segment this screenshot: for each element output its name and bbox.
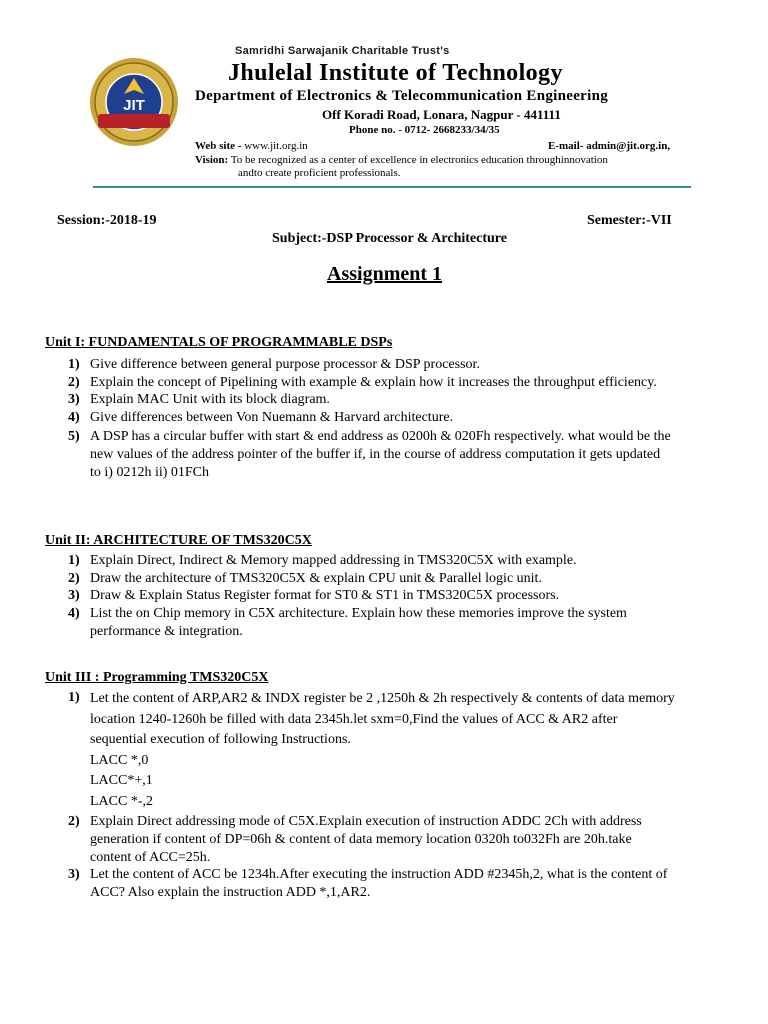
institute-logo <box>88 56 180 148</box>
question-text: sequential execution of following Instructions. <box>90 732 351 747</box>
instruction-line: LACC*+,1 <box>90 773 153 788</box>
logo-initials: JIT <box>123 97 145 114</box>
website-label: Web site - <box>195 140 242 152</box>
department-name: Department of Electronics & Telecommunication Engineering <box>195 88 609 104</box>
question-number: 3) <box>68 867 80 882</box>
question-number: 3) <box>68 392 80 407</box>
unit-2-heading: Unit II: ARCHITECTURE OF TMS320C5X <box>45 533 312 548</box>
question-number: 2) <box>68 571 80 586</box>
assignment-title: Assignment 1 <box>327 263 443 285</box>
question-number: 2) <box>68 814 80 829</box>
question-text: Draw the architecture of TMS320C5X & explain CPU unit & Parallel logic unit. <box>90 571 542 586</box>
question-text: Explain the concept of Pipelining with example & explain how it increases the throughput efficiency. <box>90 375 657 390</box>
vision-text-1: To be recognized as a center of excellence in electronics education throughinnovation <box>230 154 608 166</box>
question-text: Explain Direct addressing mode of C5X.Explain execution of instruction ADDC 2Ch with address <box>90 814 642 829</box>
website-line <box>195 140 308 152</box>
question-text: to i) 0212h ii) 01FCh <box>90 465 210 480</box>
semester-label: Semester:-VII <box>587 213 672 228</box>
question-text: ACC? Also explain the instruction ADD *,1,AR2. <box>90 885 371 900</box>
question-text: Give difference between general purpose processor & DSP processor. <box>90 357 480 372</box>
question-number: 2) <box>68 375 80 390</box>
session-label: Session:-2018-19 <box>57 213 157 228</box>
address: Off Koradi Road, Lonara, Nagpur - 441111 <box>322 107 561 122</box>
institute-name: Jhulelal Institute of Technology <box>228 60 563 86</box>
instruction-line: LACC *-,2 <box>90 793 153 809</box>
instruction-line: LACC *,0 <box>90 752 149 768</box>
question-number: 4) <box>68 410 80 425</box>
vision-line-2: andto create proficient professionals. <box>238 167 401 179</box>
email-address[interactable]: E-mail- admin@jit.org.in, <box>548 140 671 152</box>
vision-line-1 <box>195 154 608 166</box>
question-text: Explain MAC Unit with its block diagram. <box>90 392 330 407</box>
question-text: A DSP has a circular buffer with start & end address as 0200h & 020Fh respectively. what would be the <box>90 429 671 444</box>
question-text: Let the content of ARP,AR2 & INDX register be 2 ,1250h & 2h respectively & contents of data memory <box>90 691 675 706</box>
question-text: content of ACC=25h. <box>90 850 211 865</box>
phone-number: Phone no. - 0712- 2668233/34/35 <box>349 124 500 136</box>
question-text: generation if content of DP=06h & content of data memory location 0320h to032Fh are 20h.take <box>90 832 632 847</box>
question-number: 5) <box>68 429 80 444</box>
question-text: Draw & Explain Status Register format for ST0 & ST1 in TMS320C5X processors. <box>90 588 560 603</box>
question-number: 1) <box>68 357 80 372</box>
subject-label: Subject:-DSP Processor & Architecture <box>272 231 507 246</box>
header-divider <box>93 186 691 188</box>
question-text: List the on Chip memory in C5X architecture. Explain how these memories improve the system <box>90 606 627 621</box>
question-text: Let the content of ACC be 1234h.After executing the instruction ADD #2345h,2, what is the content of <box>90 867 668 882</box>
question-number: 3) <box>68 588 80 603</box>
question-text: location 1240-1260h be filled with data 2345h.let sxm=0,Find the values of ACC & AR2 after <box>90 711 618 727</box>
vision-label: Vision: <box>195 154 229 166</box>
website-link[interactable]: www.jit.org.in <box>244 140 308 152</box>
question-text: performance & integration. <box>90 624 243 639</box>
unit-1-heading: Unit I: FUNDAMENTALS OF PROGRAMMABLE DSPs <box>45 335 393 350</box>
question-number: 1) <box>68 690 80 705</box>
question-number: 1) <box>68 553 80 568</box>
trust-name: Samridhi Sarwajanik Charitable Trust's <box>235 45 450 57</box>
question-number: 4) <box>68 606 80 621</box>
unit-3-heading: Unit III : Programming TMS320C5X <box>45 670 269 685</box>
question-text: Explain Direct, Indirect & Memory mapped addressing in TMS320C5X with example. <box>90 553 577 568</box>
question-text: Give differences between Von Nuemann & Harvard architecture. <box>90 410 454 425</box>
question-text: new values of the address pointer of the buffer if, in the course of address computation it gets updated <box>90 447 661 462</box>
logo-emblem <box>88 56 180 148</box>
